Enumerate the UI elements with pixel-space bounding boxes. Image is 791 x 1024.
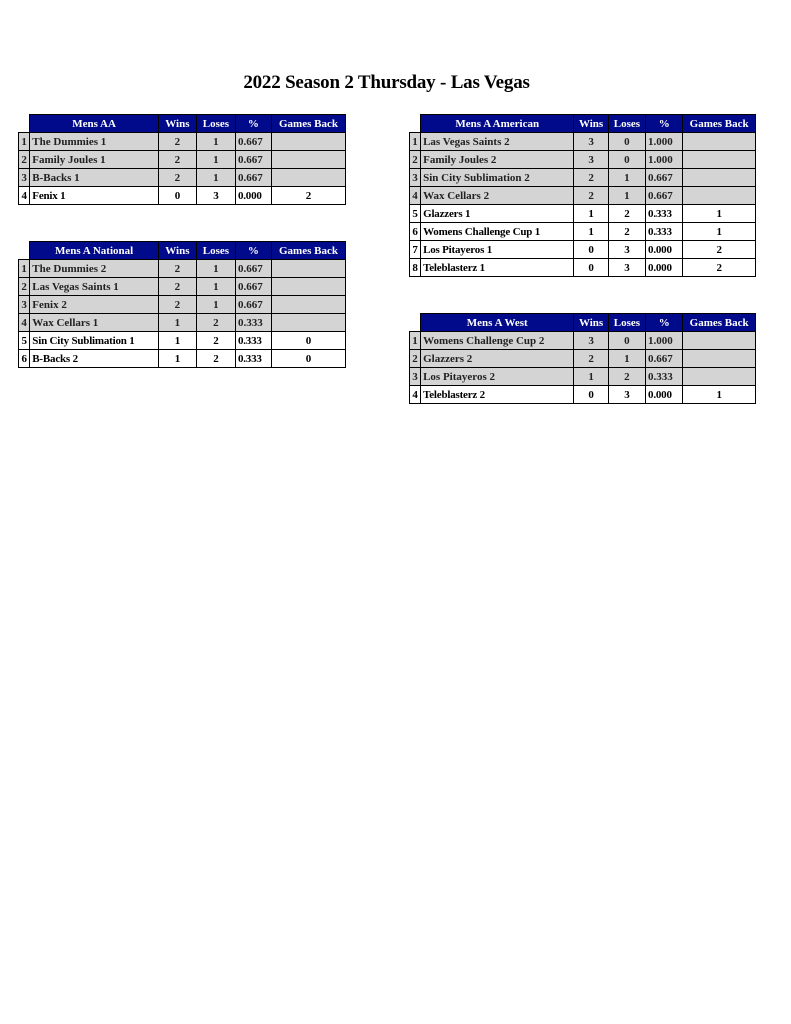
team-cell: Teleblasterz 1 [421,259,574,277]
wins-cell: 1 [158,314,196,332]
division-name: Mens A West [421,314,574,332]
table-row [19,278,346,296]
table-row [19,169,346,187]
pct-cell: 0.667 [235,260,271,278]
loses-header: Loses [196,115,235,133]
loses-cell: 0 [608,151,645,169]
pct-cell: 1.000 [646,133,683,151]
games-back-header: Games Back [271,115,345,133]
team-cell: The Dummies 1 [30,133,159,151]
seed-cell: 8 [410,259,421,277]
games-back-cell [271,314,345,332]
table-row [19,260,346,278]
division-name: Mens AA [30,115,159,133]
seed-cell: 1 [19,260,30,278]
loses-header: Loses [608,314,645,332]
team-cell: Los Pitayeros 2 [421,368,574,386]
loses-cell: 3 [608,386,645,404]
standings-table-mens-a-american [409,114,756,277]
table-row [410,350,756,368]
loses-cell: 1 [196,151,235,169]
team-cell: Family Joules 1 [30,151,159,169]
loses-cell: 1 [608,350,645,368]
table-header-row [19,115,346,133]
table-row [19,187,346,205]
seed-header [410,314,421,332]
seed-cell: 4 [410,386,421,404]
standings-table-mens-aa [18,114,346,205]
seed-cell: 6 [19,350,30,368]
table-row [19,296,346,314]
loses-cell: 2 [196,332,235,350]
loses-header: Loses [608,115,645,133]
wins-cell: 1 [574,368,608,386]
wins-header: Wins [574,314,608,332]
seed-cell: 1 [410,332,421,350]
wins-header: Wins [574,115,608,133]
team-cell: B-Backs 1 [30,169,159,187]
loses-cell: 2 [608,368,645,386]
table-row [410,169,756,187]
team-cell: B-Backs 2 [30,350,159,368]
pct-cell: 0.333 [646,223,683,241]
games-back-cell [683,151,756,169]
games-back-cell: 0 [271,332,345,350]
games-back-cell [271,151,345,169]
loses-cell: 2 [608,223,645,241]
seed-cell: 6 [410,223,421,241]
wins-header: Wins [158,242,196,260]
table-row [410,241,756,259]
wins-cell: 3 [574,332,608,350]
pct-cell: 1.000 [646,151,683,169]
loses-cell: 1 [196,169,235,187]
pct-header: % [235,115,271,133]
pct-cell: 0.667 [235,278,271,296]
table-row [410,368,756,386]
team-cell: Sin City Sublimation 1 [30,332,159,350]
wins-cell: 0 [574,241,608,259]
loses-header: Loses [196,242,235,260]
table-row [19,332,346,350]
wins-cell: 1 [158,332,196,350]
loses-cell: 3 [608,259,645,277]
table-row [19,133,346,151]
team-cell: Glazzers 1 [421,205,574,223]
division-name: Mens A American [421,115,574,133]
seed-cell: 4 [19,314,30,332]
pct-header: % [646,115,683,133]
wins-cell: 2 [158,133,196,151]
loses-cell: 0 [608,332,645,350]
wins-cell: 2 [158,169,196,187]
loses-cell: 1 [196,260,235,278]
team-cell: Las Vegas Saints 2 [421,133,574,151]
games-back-cell [683,133,756,151]
games-back-cell [271,169,345,187]
games-back-cell [271,260,345,278]
wins-cell: 1 [574,205,608,223]
loses-cell: 1 [196,278,235,296]
games-back-cell [271,296,345,314]
table-header-row [410,115,756,133]
table-row [410,187,756,205]
team-cell: Family Joules 2 [421,151,574,169]
pct-cell: 0.333 [235,332,271,350]
pct-cell: 0.333 [646,205,683,223]
team-cell: The Dummies 2 [30,260,159,278]
standings-table-mens-a-national [18,241,346,368]
games-back-cell [683,332,756,350]
team-cell: Womens Challenge Cup 2 [421,332,574,350]
wins-cell: 3 [574,151,608,169]
loses-cell: 1 [196,296,235,314]
seed-cell: 1 [19,133,30,151]
wins-cell: 2 [158,260,196,278]
loses-cell: 2 [196,350,235,368]
games-back-header: Games Back [271,242,345,260]
wins-cell: 3 [574,133,608,151]
wins-cell: 2 [574,187,608,205]
team-cell: Womens Challenge Cup 1 [421,223,574,241]
games-back-cell: 2 [683,259,756,277]
seed-cell: 2 [19,278,30,296]
team-cell: Fenix 1 [30,187,159,205]
team-cell: Las Vegas Saints 1 [30,278,159,296]
seed-cell: 2 [19,151,30,169]
loses-cell: 0 [608,133,645,151]
pct-cell: 0.000 [646,259,683,277]
wins-cell: 2 [574,350,608,368]
pct-header: % [235,242,271,260]
table-row [410,133,756,151]
games-back-cell: 1 [683,223,756,241]
page-title: 2022 Season 2 Thursday - Las Vegas [243,72,530,93]
table-row [410,205,756,223]
wins-cell: 0 [574,259,608,277]
games-back-cell [271,133,345,151]
pct-cell: 0.667 [646,169,683,187]
table-row [410,151,756,169]
pct-header: % [646,314,683,332]
seed-cell: 4 [19,187,30,205]
wins-header: Wins [158,115,196,133]
table-row [410,259,756,277]
games-back-cell: 2 [683,241,756,259]
table-row [19,350,346,368]
table-row [19,151,346,169]
seed-cell: 2 [410,350,421,368]
pct-cell: 0.333 [646,368,683,386]
wins-cell: 1 [158,350,196,368]
seed-cell: 3 [19,296,30,314]
loses-cell: 1 [608,187,645,205]
seed-cell: 5 [19,332,30,350]
team-cell: Sin City Sublimation 2 [421,169,574,187]
wins-cell: 0 [574,386,608,404]
team-cell: Teleblasterz 2 [421,386,574,404]
seed-cell: 5 [410,205,421,223]
team-cell: Wax Cellars 2 [421,187,574,205]
table-header-row [19,242,346,260]
table-row [410,223,756,241]
games-back-cell [683,368,756,386]
games-back-cell: 0 [271,350,345,368]
games-back-cell: 1 [683,205,756,223]
games-back-cell [683,187,756,205]
team-cell: Fenix 2 [30,296,159,314]
pct-cell: 0.000 [646,241,683,259]
games-back-header: Games Back [683,115,756,133]
pct-cell: 0.333 [235,350,271,368]
games-back-cell: 2 [271,187,345,205]
seed-header [410,115,421,133]
pct-cell: 0.667 [235,169,271,187]
wins-cell: 2 [158,278,196,296]
pct-cell: 0.333 [235,314,271,332]
loses-cell: 3 [196,187,235,205]
wins-cell: 0 [158,187,196,205]
seed-header [19,115,30,133]
games-back-cell [683,169,756,187]
table-row [19,314,346,332]
pct-cell: 0.000 [235,187,271,205]
seed-cell: 2 [410,151,421,169]
loses-cell: 2 [196,314,235,332]
games-back-cell [271,278,345,296]
seed-cell: 4 [410,187,421,205]
seed-cell: 3 [19,169,30,187]
pct-cell: 0.667 [235,296,271,314]
games-back-cell [683,350,756,368]
wins-cell: 2 [574,169,608,187]
games-back-header: Games Back [683,314,756,332]
seed-cell: 1 [410,133,421,151]
loses-cell: 1 [608,169,645,187]
loses-cell: 3 [608,241,645,259]
wins-cell: 1 [574,223,608,241]
pct-cell: 0.667 [646,187,683,205]
wins-cell: 2 [158,151,196,169]
seed-header [19,242,30,260]
division-name: Mens A National [30,242,159,260]
table-row [410,332,756,350]
pct-cell: 1.000 [646,332,683,350]
team-cell: Glazzers 2 [421,350,574,368]
seed-cell: 7 [410,241,421,259]
standings-table-mens-a-west [409,313,756,404]
loses-cell: 2 [608,205,645,223]
seed-cell: 3 [410,368,421,386]
seed-cell: 3 [410,169,421,187]
loses-cell: 1 [196,133,235,151]
team-cell: Los Pitayeros 1 [421,241,574,259]
pct-cell: 0.667 [235,133,271,151]
pct-cell: 0.667 [235,151,271,169]
table-header-row [410,314,756,332]
pct-cell: 0.667 [646,350,683,368]
wins-cell: 2 [158,296,196,314]
pct-cell: 0.000 [646,386,683,404]
games-back-cell: 1 [683,386,756,404]
table-row [410,386,756,404]
team-cell: Wax Cellars 1 [30,314,159,332]
